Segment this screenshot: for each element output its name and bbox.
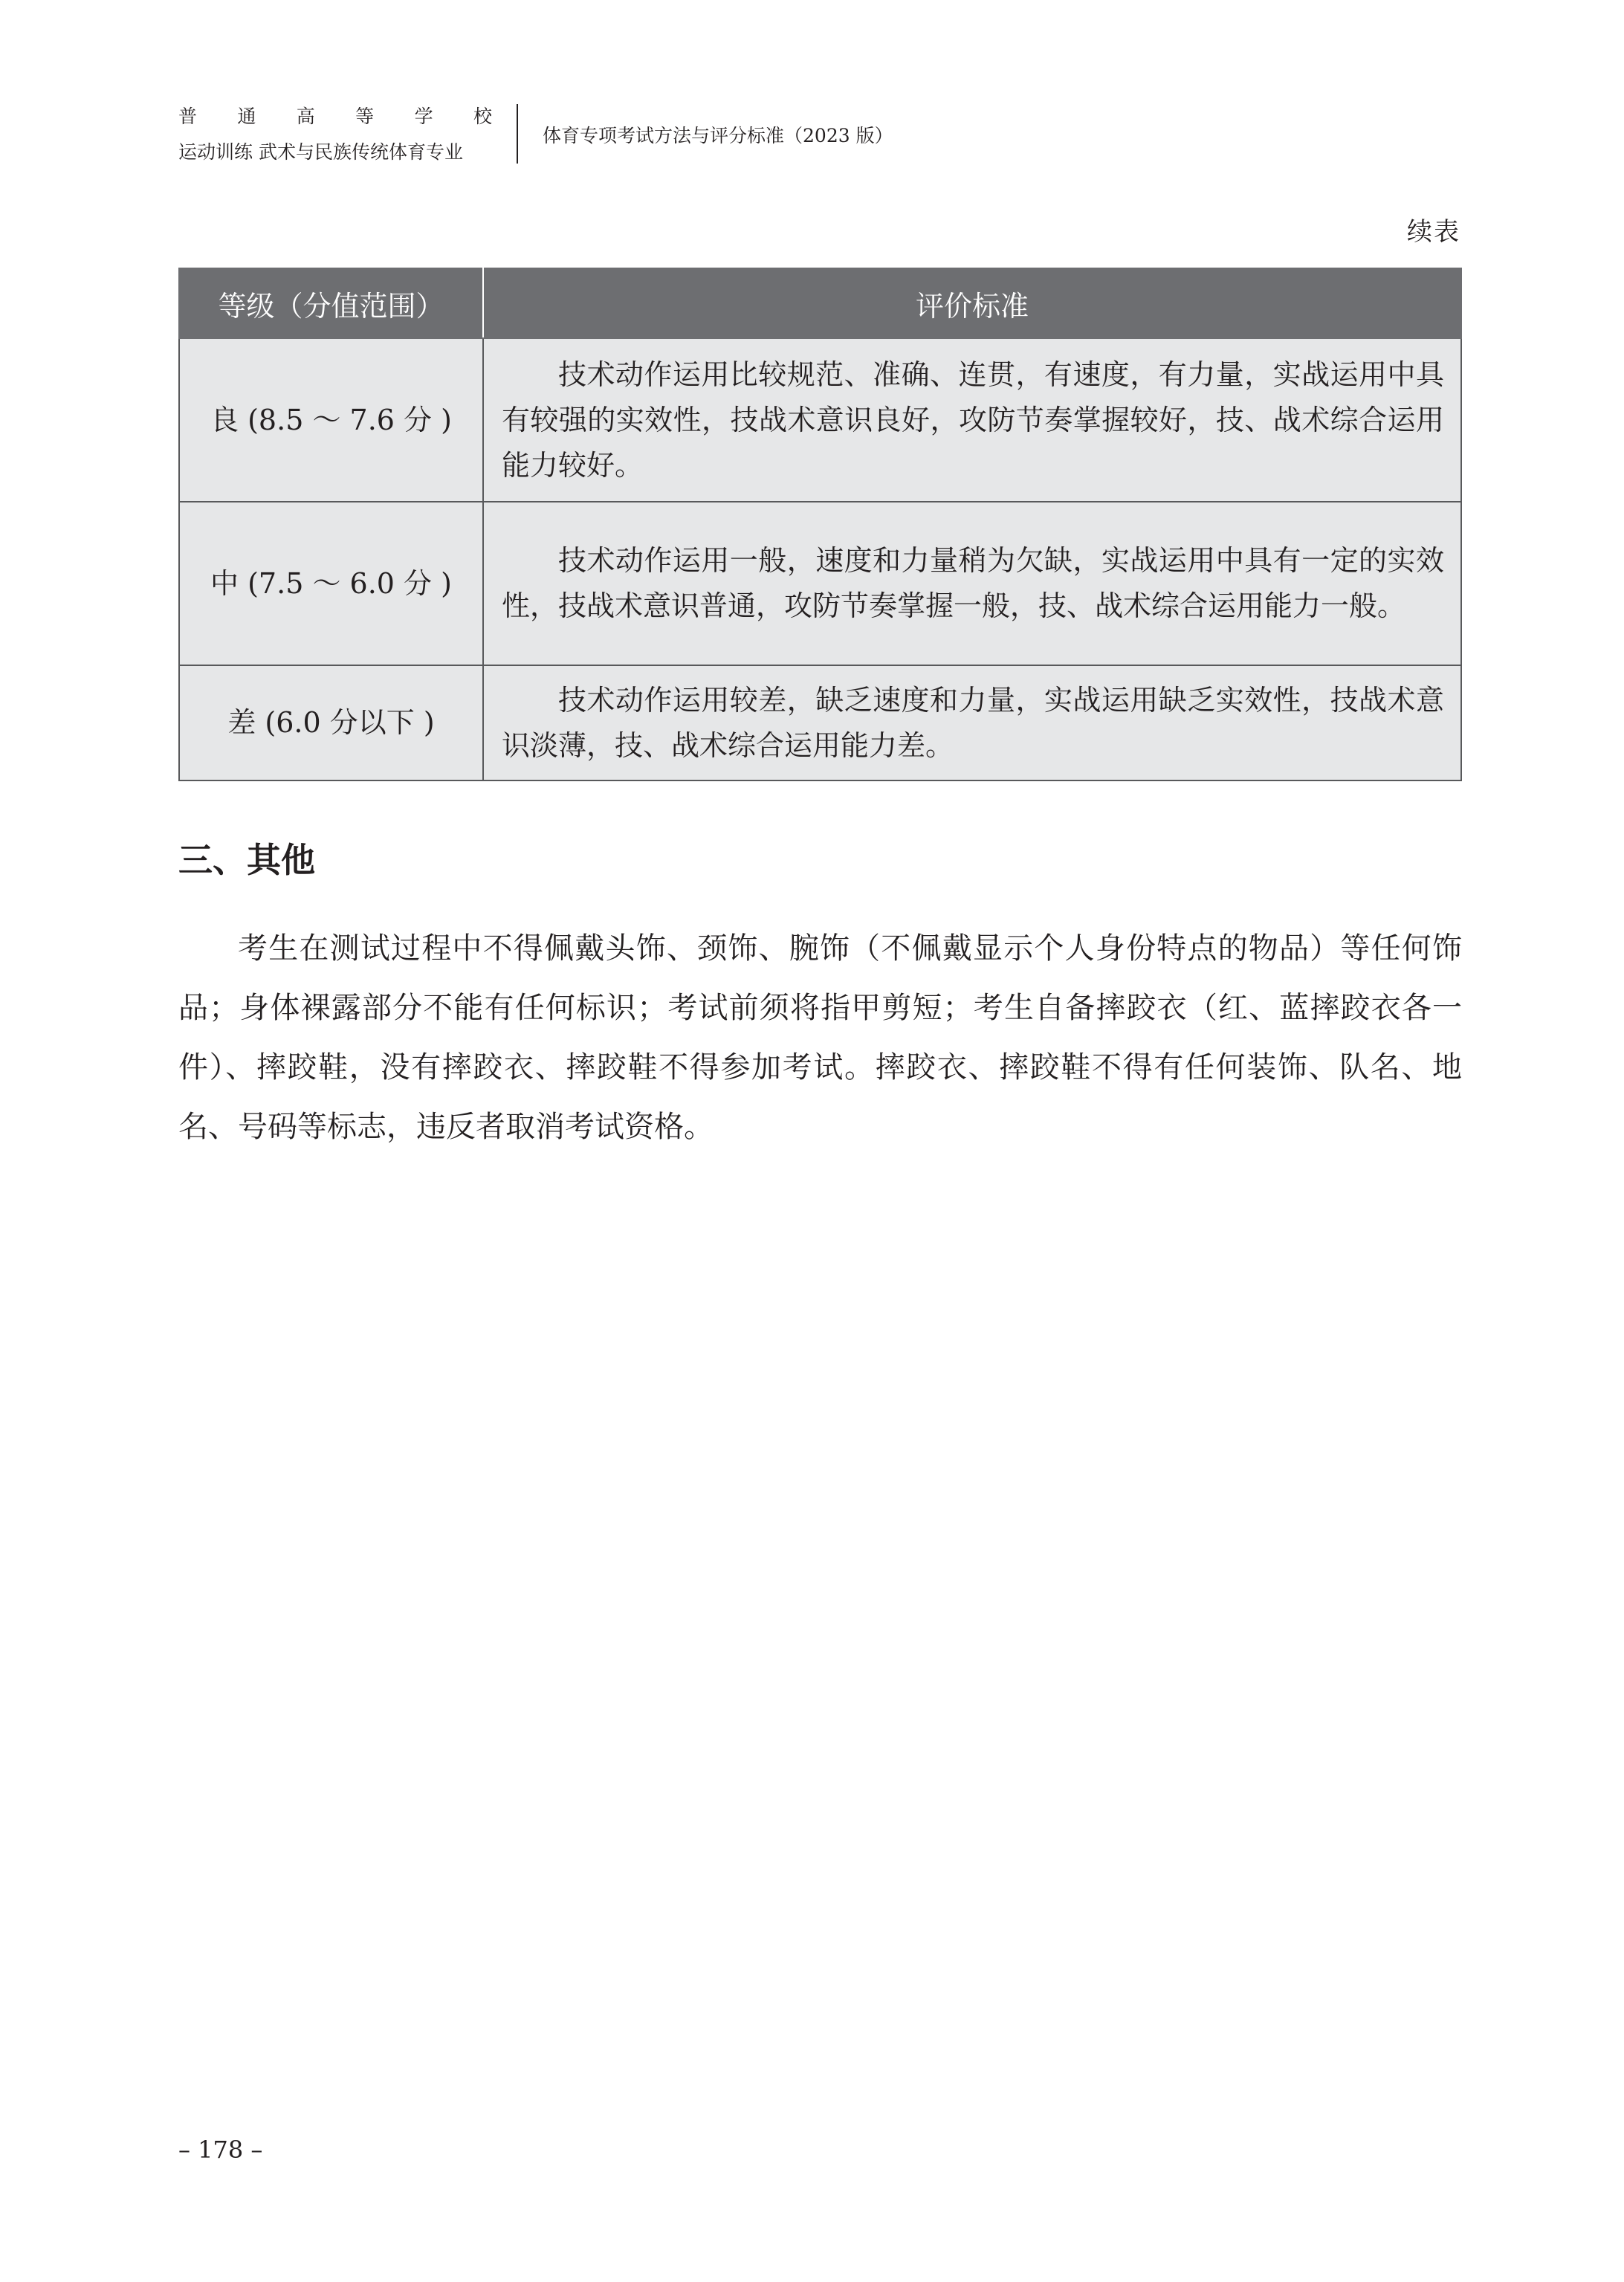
page-number: – 178 – <box>178 2136 263 2164</box>
header-grade: 等级（分值范围） <box>179 268 483 338</box>
header-criteria: 评价标准 <box>483 268 1461 338</box>
header-divider <box>517 104 518 164</box>
table-row <box>179 665 1461 780</box>
header-school-char: 高 <box>296 106 315 127</box>
header-school-char: 普 <box>178 106 198 127</box>
running-header <box>178 104 1472 171</box>
header-book-title: 体育专项考试方法与评分标准（2023 版） <box>543 125 893 146</box>
continued-table-label: 续表 <box>1407 217 1460 247</box>
header-major: 运动训练 武术与民族传统体育专业 <box>178 141 463 163</box>
table-header-row <box>179 268 1461 338</box>
criteria-cell: 技术动作运用一般，速度和力量稍为欠缺，实战运用中具有一定的实效性，技战术意识普通，攻防节奏掌握一般，技、战术综合运用能力一般。 <box>483 502 1461 665</box>
header-school-name <box>178 104 492 129</box>
section-heading: 三、其他 <box>178 840 315 880</box>
header-school-char: 等 <box>355 106 375 127</box>
grade-cell: 中 (7.5 ～ 6.0 分 ) <box>179 502 483 665</box>
grade-cell: 良 (8.5 ～ 7.6 分 ) <box>179 338 483 502</box>
header-school-char: 通 <box>237 106 256 127</box>
header-left-block <box>178 104 492 165</box>
grading-table <box>178 268 1462 781</box>
header-school-char: 校 <box>473 106 492 127</box>
body-paragraph: 考生在测试过程中不得佩戴头饰、颈饰、腕饰（不佩戴显示个人身份特点的物品）等任何饰品；身体裸露部分不能有任何标识；考试前须将指甲剪短；考生自备摔跤衣（红、蓝摔跤衣各一件）、摔跤鞋，没有摔跤衣、摔跤鞋不得参加考试。摔跤衣、摔跤鞋不得有任何装饰、队名、地名、号码等标志，违反者取消考试资格。 <box>178 931 1462 1144</box>
table-row <box>179 502 1461 665</box>
criteria-cell: 技术动作运用比较规范、准确、连贯，有速度，有力量，实战运用中具有较强的实效性，技战术意识良好，攻防节奏掌握较好，技、战术综合运用能力较好。 <box>483 338 1461 502</box>
criteria-cell: 技术动作运用较差，缺乏速度和力量，实战运用缺乏实效性，技战术意识淡薄，技、战术综合运用能力差。 <box>483 665 1461 780</box>
grade-cell: 差 (6.0 分以下 ) <box>179 665 483 780</box>
table-row <box>179 338 1461 502</box>
header-school-char: 学 <box>414 106 433 127</box>
